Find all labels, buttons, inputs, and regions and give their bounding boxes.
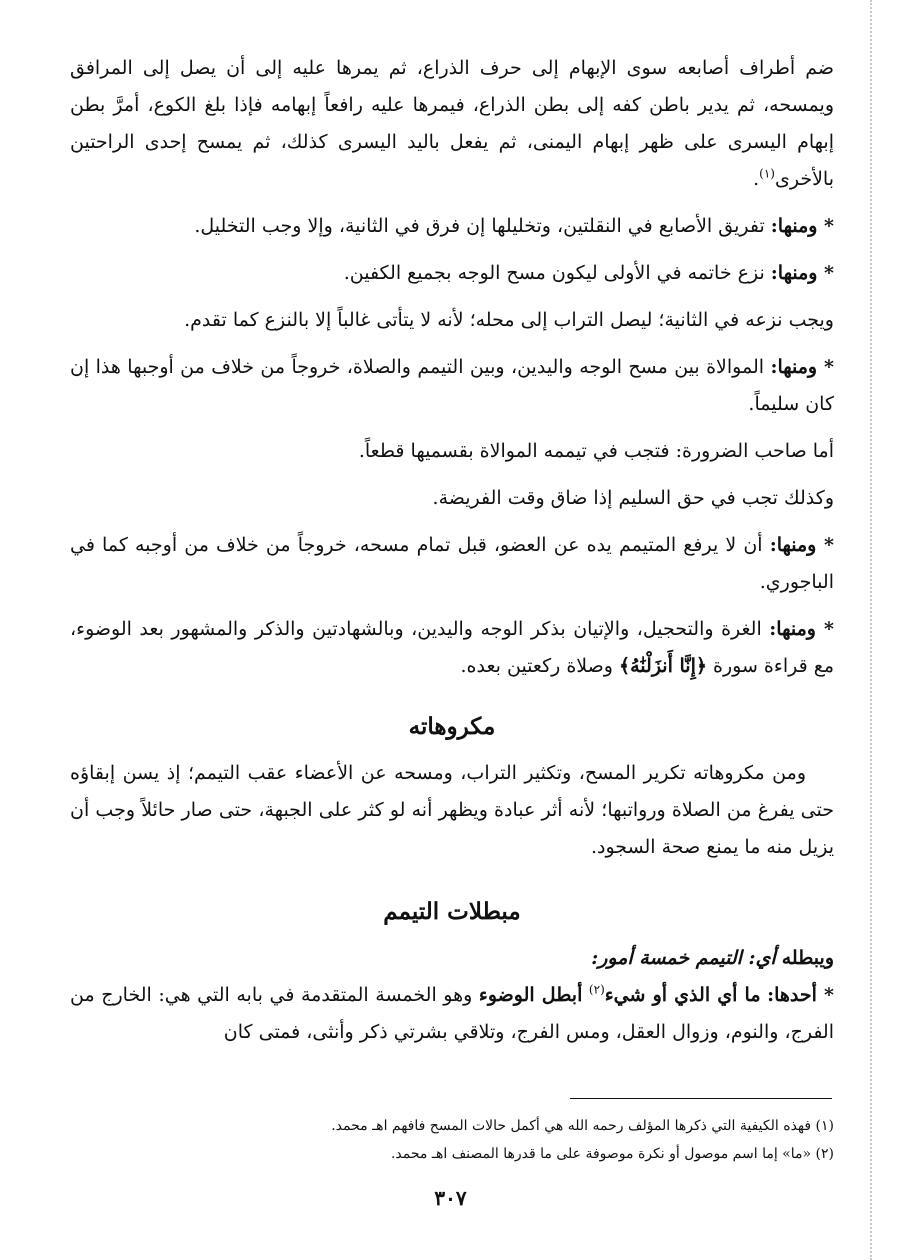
bold-term: أبطل الوضوء: [478, 984, 583, 1006]
paragraph-ring-second-strike: ويجب نزعه في الثانية؛ ليصل التراب إلى محله؛ لأنه لا يتأتى غالباً إلا بالنزع كما تقدم.: [184, 309, 834, 331]
footnote-1: [70, 1112, 834, 1140]
footnote-ref-1[interactable]: (١): [759, 166, 775, 181]
paragraph-sunnah-continuity: [70, 349, 834, 423]
paragraph-text: وهو الخمسة المتقدمة في بابه التي هي: الخارج من الفرج، والنوم، وزوال العقل، ومس الفرج، وتلاقي بشرتي ذكر وأنثى، فمتى كان: [70, 984, 834, 1043]
body-text: [70, 50, 834, 1051]
footnote-number: (٢): [815, 1146, 834, 1162]
paragraph-text: ما أي الذي أو شيء: [604, 984, 761, 1006]
paragraph-makruhat: ومن مكروهاته تكرير المسح، وتكثير التراب، ومسحه عن الأعضاء عقب التيمم؛ إذ يسن إبقاؤه حتى يفرغ من الصلاة ورواتبها؛ لأنه أثر عبادة ويظهر أنه لو كثر على الجبهة، حتى صار حائلاً وجب أن يزيل منه ما يمنع صحة السجود.: [70, 762, 834, 858]
paragraph-text: أن لا يرفع المتيمم يده عن العضو، قبل تمام مسحه، خروجاً من خلاف من أوجبه كما في الباجوري.: [70, 534, 834, 593]
page-number: ٣٠٧: [434, 1186, 467, 1210]
item-label: * ومنها:: [770, 356, 834, 378]
footnote-text: فهذه الكيفية التي ذكرها المؤلف رحمه الله هي أكمل حالات المسح فافهم اهـ محمد.: [331, 1118, 812, 1134]
paragraph-sunnah-ghurra: [70, 611, 834, 685]
paragraph-text: أي: التيمم خمسة أمور:: [591, 947, 776, 969]
paragraph-text: الغرة والتحجيل، والإتيان بذكر الوجه واليدين، وبالشهادتين والذكر والمشهور بعد الوضوء، مع قراءة سورة: [70, 618, 834, 677]
footnote-number: (١): [815, 1118, 834, 1134]
footnote-2: [70, 1140, 834, 1168]
paragraph-text: وصلاة ركعتين بعده.: [460, 655, 613, 677]
paragraph-text: ضم أطراف أصابعه سوى الإبهام إلى حرف الذراع، ثم يمرها عليه إلى أن يصل إلى المرافق ويمسحه، ثم يدير باطن كفه إلى بطن الذراع، فيمرها عليه رافعاً إبهامه فإذا بلغ الكوع، أمرَّ بطن إبهام اليسرى على ظهر إبهام اليمنى، ثم يفعل باليد اليسرى كذلك، ثم يمسح إحدى الراحتين بالأخرى: [70, 57, 834, 190]
item-label: * ومنها:: [770, 215, 834, 237]
item-label: * ومنها:: [769, 618, 834, 640]
binding-gutter-dots: [870, 0, 872, 1260]
paragraph-text: تفريق الأصابع في النقلتين، وتخليلها إن فرق في الثانية، وإلا وجب التخليل.: [194, 215, 765, 237]
paragraph-sunnah-finger-separation: [70, 208, 834, 245]
paragraph-mubtilat-intro: [70, 940, 834, 977]
quran-citation: ﴿إِنَّا أَنزَلْنَٰهُ﴾: [618, 655, 707, 677]
paragraph-end: .: [753, 168, 760, 190]
paragraph-text: نزع خاتمه في الأولى ليكون مسح الوجه بجميع الكفين.: [343, 262, 765, 284]
footnotes: [70, 1112, 834, 1168]
item-label: * أحدها:: [767, 984, 834, 1006]
paragraph-text: الموالاة بين مسح الوجه واليدين، وبين التيمم والصلاة، خروجاً من خلاف من أوجبها هذا إن كان سليماً.: [70, 356, 834, 415]
item-label: * ومنها:: [769, 534, 834, 556]
item-label: ويبطله: [781, 947, 834, 969]
footnote-divider: [570, 1098, 832, 1099]
item-label: * ومنها:: [770, 262, 834, 284]
footnote-text: «ما» إما اسم موصول أو نكرة موصوفة على ما قدرها المصنف اهـ محمد.: [390, 1146, 812, 1162]
paragraph-sunnah-ring-removal: [70, 255, 834, 292]
paragraph-necessity-case: أما صاحب الضرورة: فتجب في تيممه الموالاة بقسميها قطعاً.: [358, 440, 834, 462]
section-heading-mubtilat: مبطلات التيمم: [383, 898, 521, 925]
paragraph-tayammum-method: [70, 50, 834, 198]
paragraph-mubtilat-first: [70, 977, 834, 1051]
section-heading-makruhat: مكروهاته: [408, 713, 496, 740]
footnote-ref-2[interactable]: (٢): [588, 982, 605, 997]
paragraph-healthy-case: وكذلك تجب في حق السليم إذا ضاق وقت الفريضة.: [432, 487, 834, 509]
paragraph-sunnah-no-lifting: [70, 527, 834, 601]
